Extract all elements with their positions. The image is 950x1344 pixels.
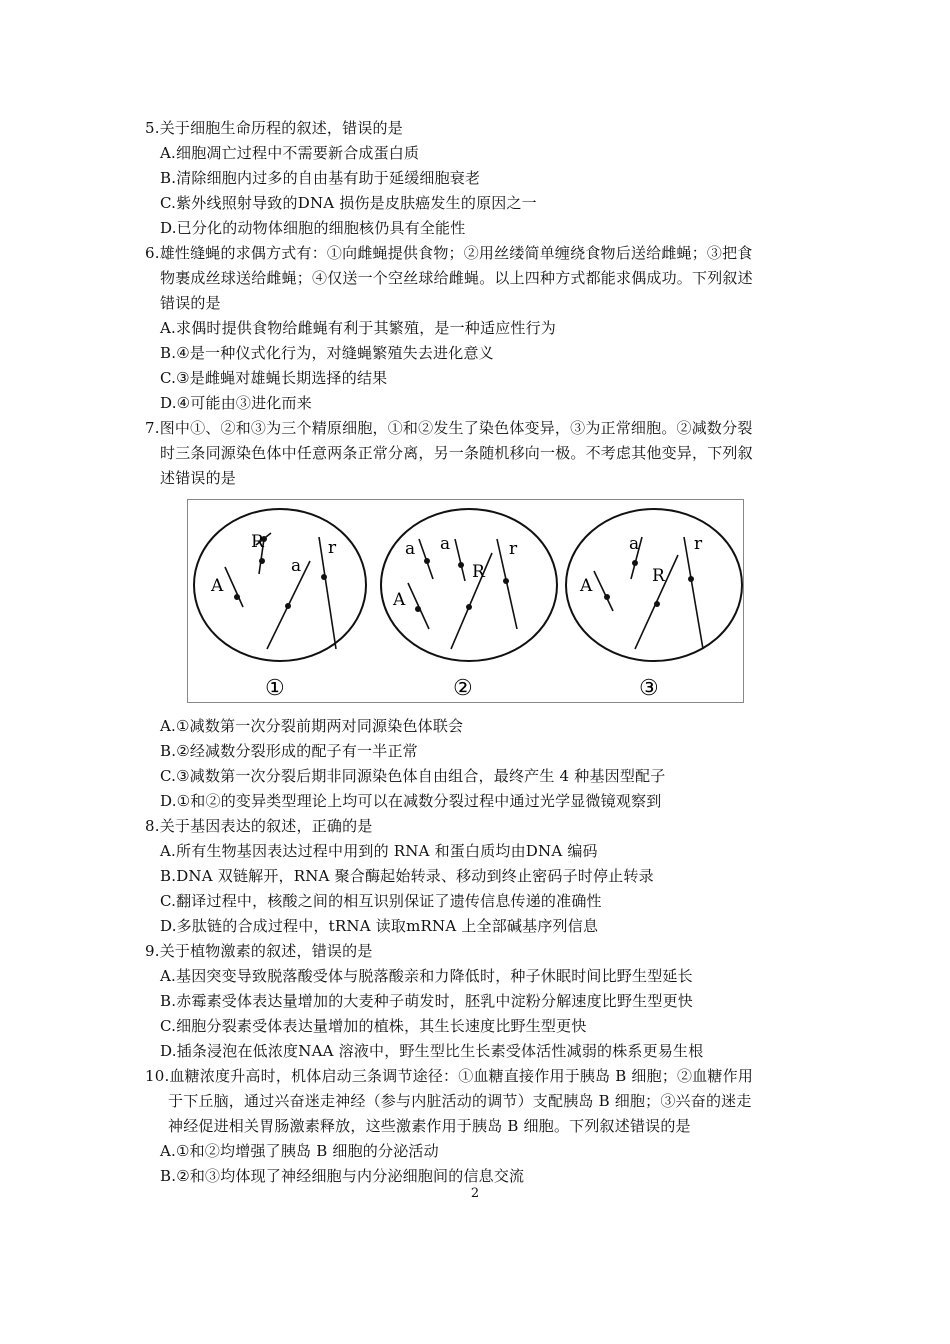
page-number: 2 bbox=[470, 1186, 480, 1201]
cell-3-chromosome-label-1: a bbox=[629, 534, 640, 554]
cell-1-chromosome-label-3: a bbox=[291, 556, 302, 576]
q9-stem: 9.关于植物激素的叙述，错误的是 bbox=[145, 942, 373, 960]
cell-1-label: ① bbox=[265, 676, 285, 701]
figure-border bbox=[188, 500, 744, 703]
q5-option-b: B.清除细胞内过多的自由基有助于延缓细胞衰老 bbox=[160, 169, 481, 187]
q10-stem-line-1: 10.血糖浓度升高时，机体启动三条调节途径：①血糖直接作用于胰岛 B 细胞；②血糖作用 bbox=[145, 1067, 754, 1085]
q5-option-d: D.已分化的动物体细胞的细胞核仍具有全能性 bbox=[160, 219, 466, 237]
q9-option-a: A.基因突变导致脱落酸受体与脱落酸亲和力降低时，种子休眠时间比野生型延长 bbox=[160, 967, 693, 985]
q10-option-a: A.①和②均增强了胰岛 B 细胞的分泌活动 bbox=[160, 1142, 439, 1160]
cell-2-chromosome-label-4: R bbox=[472, 562, 485, 582]
q6-option-b: B.④是一种仪式化行为，对缝蝇繁殖失去进化意义 bbox=[160, 344, 494, 362]
q9-option-d: D.插条浸泡在低浓度NAA 溶液中，野生型比生长素受体活性减弱的株系更易生根 bbox=[160, 1042, 704, 1060]
q8-stem: 8.关于基因表达的叙述，正确的是 bbox=[145, 817, 373, 835]
chromosome-figure bbox=[187, 499, 744, 703]
q8-option-d: D.多肽链的合成过程中，tRNA 读取mRNA 上全部碱基序列信息 bbox=[160, 917, 599, 935]
cell-3-chromosome-label-2: A bbox=[580, 576, 593, 596]
q9-option-b: B.赤霉素受体表达量增加的大麦种子萌发时，胚乳中淀粉分解速度比野生型更快 bbox=[160, 992, 693, 1010]
q6-option-d: D.④可能由③进化而来 bbox=[160, 394, 312, 412]
q10-option-b: B.②和③均体现了神经细胞与内分泌细胞间的信息交流 bbox=[160, 1167, 525, 1185]
q8-option-c: C.翻译过程中，核酸之间的相互识别保证了遗传信息传递的准确性 bbox=[160, 892, 602, 910]
q6-option-a: A.求偶时提供食物给雌蝇有利于其繁殖，是一种适应性行为 bbox=[160, 319, 557, 337]
cell-2-chromosome-label-5: r bbox=[509, 539, 518, 559]
q5-option-c: C.紫外线照射导致的DNA 损伤是皮肤癌发生的原因之一 bbox=[160, 194, 537, 212]
q6-option-c: C.③是雌蝇对雄蝇长期选择的结果 bbox=[160, 369, 388, 387]
q7-option-c: C.③减数第一次分裂后期非同源染色体自由组合，最终产生 4 种基因型配子 bbox=[160, 767, 666, 785]
q7-option-b: B.②经减数分裂形成的配子有一半正常 bbox=[160, 742, 418, 760]
q7-option-a: A.①减数第一次分裂前期两对同源染色体联会 bbox=[160, 717, 464, 735]
q7-stem-line-3: 述错误的是 bbox=[160, 469, 237, 487]
cell-1-chromosome-label-1: R bbox=[251, 532, 264, 552]
q8-option-a: A.所有生物基因表达过程中用到的 RNA 和蛋白质均由DNA 编码 bbox=[160, 842, 598, 860]
cell-3-label: ③ bbox=[639, 676, 659, 701]
q5-stem: 5.关于细胞生命历程的叙述，错误的是 bbox=[145, 119, 403, 137]
q5-option-a: A.细胞凋亡过程中不需要新合成蛋白质 bbox=[160, 144, 420, 162]
cell-2-label: ② bbox=[453, 676, 473, 701]
cell-3-chromosome-label-3: R bbox=[652, 566, 665, 586]
cell-3-chromosome-label-4: r bbox=[694, 534, 703, 554]
cell-2-chromosome-label-2: a bbox=[440, 534, 451, 554]
q6-stem-line-2: 物裹成丝球送给雌蝇；④仅送一个空丝球给雌蝇。以上四种方式都能求偶成功。下列叙述 bbox=[160, 269, 753, 287]
q9-option-c: C.细胞分裂素受体表达量增加的植株，其生长速度比野生型更快 bbox=[160, 1017, 587, 1035]
q7-stem-line-2: 时三条同源染色体中任意两条正常分离，另一条随机移向一极。不考虑其他变异，下列叙 bbox=[160, 444, 753, 462]
q8-option-b: B.DNA 双链解开，RNA 聚合酶起始转录、移动到终止密码子时停止转录 bbox=[160, 867, 654, 885]
q10-stem-line-2: 于下丘脑，通过兴奋迷走神经（参与内脏活动的调节）支配胰岛 B 细胞；③兴奋的迷走 bbox=[168, 1092, 752, 1110]
q6-stem-line-3: 错误的是 bbox=[160, 294, 221, 312]
cell-2-chromosome-label-1: a bbox=[405, 539, 416, 559]
q6-stem-line-1: 6.雄性缝蝇的求偶方式有：①向雌蝇提供食物；②用丝缕简单缠绕食物后送给雌蝇；③把食 bbox=[145, 244, 753, 262]
q10-stem-line-3: 神经促进相关胃肠激素释放，这些激素作用于胰岛 B 细胞。下列叙述错误的是 bbox=[168, 1117, 691, 1135]
cell-2-chromosome-label-3: A bbox=[393, 590, 406, 610]
cell-1-chromosome-label-2: A bbox=[211, 576, 224, 596]
cell-1-chromosome-label-4: r bbox=[328, 538, 337, 558]
q7-stem-line-1: 7.图中①、②和③为三个精原细胞，①和②发生了染色体变异，③为正常细胞。②减数分裂 bbox=[145, 419, 753, 437]
q7-option-d: D.①和②的变异类型理论上均可以在减数分裂过程中通过光学显微镜观察到 bbox=[160, 792, 662, 810]
